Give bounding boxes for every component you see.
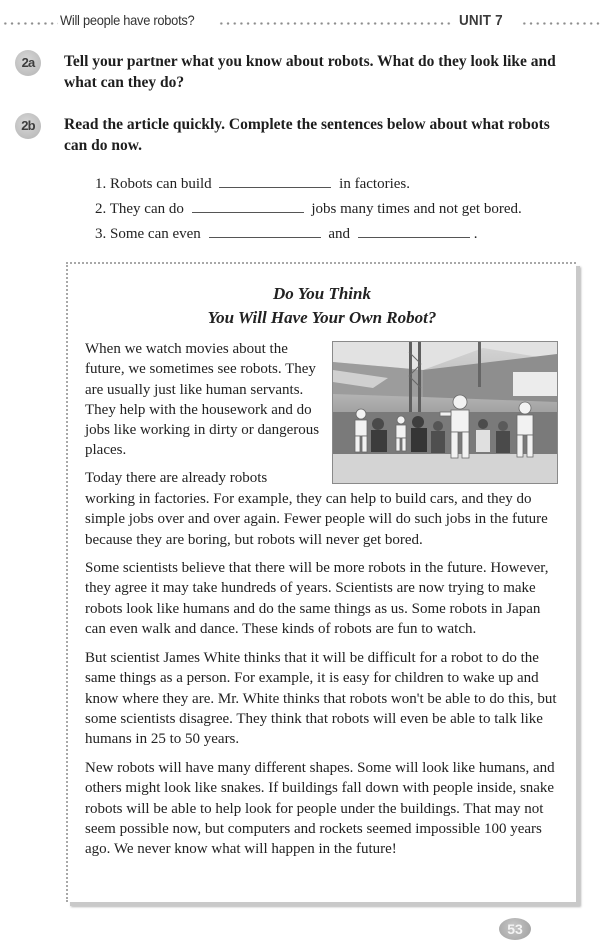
unit-label: UNIT 7: [459, 12, 503, 29]
page-number: 53: [499, 918, 531, 940]
answer-blank[interactable]: [192, 198, 304, 213]
article-paragraph-4: But scientist James White thinks that it will be difficult for a robot to do the same things as a person. For example, it is easy for children to wake up and know where they are. Mr. White thinks that robots won't be able to do this, but some scientists disagree. They think that robots will even be able to talk like humans in 25 to 50 years.: [85, 650, 557, 748]
answer-blank[interactable]: [358, 223, 470, 238]
article-paragraph-3: Some scientists believe that there will be more robots in the future. However, they agree it may take hundreds of years. Scientists are now trying to make robots look like humans and do the same things as us. Some robots in Japan can even walk and dance. These kinds of robots are fun to watch.: [85, 560, 549, 637]
sentence-1: [95, 172, 575, 197]
task-instruction: Tell your partner what you know about robots. What do they look like and what can they do?: [64, 53, 556, 91]
robots-dancing-photo: [332, 341, 558, 484]
robot-photo-illustration: [333, 342, 557, 483]
sentence-text-after: jobs many times and not get bored.: [311, 201, 522, 217]
task-instruction: Read the article quickly. Complete the sentences below about what robots can do now.: [64, 116, 550, 154]
sentence-text-before: They can do: [109, 201, 184, 217]
sentence-number: 1.: [95, 176, 107, 192]
article-box: [66, 262, 576, 902]
header-dot-leader-middle: [218, 22, 454, 25]
task-badge: 2a: [15, 50, 41, 76]
header-dot-leader-left: [2, 22, 58, 25]
article-title-line-1: Do You Think: [273, 284, 371, 303]
sentence-text-before: Robots can build: [110, 176, 212, 192]
sentence-text-after: .: [473, 226, 478, 242]
header-title: Will people have robots?: [60, 12, 195, 28]
article-title: [68, 282, 576, 330]
article-title-line-2: You Will Have Your Own Robot?: [207, 308, 437, 327]
sentence-text-middle: and: [328, 226, 350, 242]
task-badge: 2b: [15, 113, 41, 139]
answer-blank[interactable]: [219, 173, 331, 188]
sentence-3: [95, 222, 575, 247]
article-paragraph-2-continued: working in factories. For example, they can help to build cars, and they do simple jobs over and over again. Fewer people will do such jobs in the future because they are boring, but robots will never get bored.: [85, 491, 548, 548]
article-paragraph-1: When we watch movies about the future, we sometimes see robots. They are usually just like human servants. They help with the housework and do jobs like working in dirty or dangerous places.: [85, 341, 320, 459]
sentence-2: [95, 197, 575, 222]
answer-blank[interactable]: [209, 223, 321, 238]
sentence-text-before: Some can even: [110, 226, 201, 242]
sentence-text-after: in factories.: [339, 176, 410, 192]
header-dot-leader-right: [521, 22, 601, 25]
fill-in-sentences: [95, 172, 575, 247]
article-paragraph-2-start: Today there are already robots: [85, 470, 268, 486]
sentence-number: 3.: [95, 226, 107, 242]
sentence-number: 2.: [95, 201, 107, 217]
article-paragraph-5: New robots will have many different shapes. Some will look like humans, and others might look like snakes. If buildings fall down with people inside, snake robots will be able to help look for people under the buildings. That may not seem possible now, but computers and rockets seemed impossible 100 years ago. We never know what will happen in the future!: [85, 760, 555, 858]
page-header: [0, 12, 601, 36]
